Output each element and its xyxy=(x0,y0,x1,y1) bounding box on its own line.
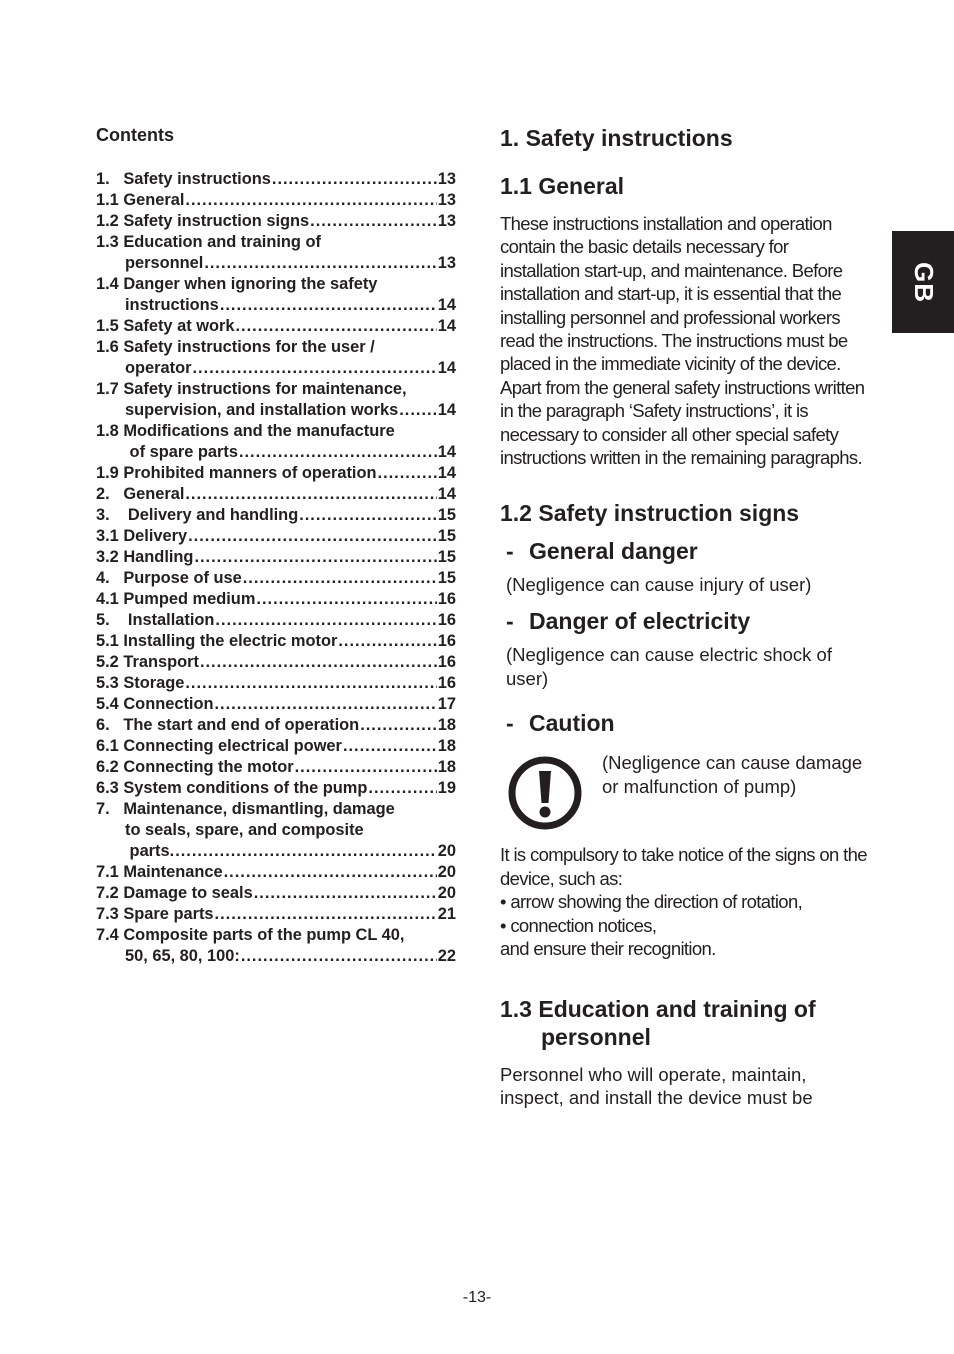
sign-electricity-label: Danger of electricity xyxy=(529,608,751,635)
toc-entry xyxy=(96,568,456,589)
toc-entry xyxy=(96,652,456,673)
toc-entry-title: of spare parts xyxy=(125,443,238,461)
exclamation-circle-icon xyxy=(506,753,584,833)
toc-leader-dots xyxy=(235,316,436,337)
toc-entry-title: 1.8 Modifications and the manufacture xyxy=(96,422,395,440)
toc-leader-dots xyxy=(220,295,437,316)
toc-entry xyxy=(96,904,456,925)
toc-entry-title: 7.1 Maintenance xyxy=(96,863,223,881)
toc-entry xyxy=(96,274,456,316)
main-column xyxy=(500,124,870,1109)
toc-entry-title: 1. Safety instructions xyxy=(96,170,271,188)
sign-general-danger-label: General danger xyxy=(529,538,698,565)
page-number: -13- xyxy=(462,1289,492,1306)
toc-leader-dots xyxy=(360,715,437,736)
toc-entry-title: 6. The start and end of operation xyxy=(96,716,360,734)
sign-caution: - Caution xyxy=(506,710,615,737)
toc-entry-title: 4. Purpose of use xyxy=(96,569,242,587)
toc-leader-dots xyxy=(338,631,436,652)
toc-entry-page: 15 xyxy=(437,527,456,545)
toc-leader-dots xyxy=(192,358,436,379)
sign-electricity-note: (Negligence can cause electric shock of user) xyxy=(506,644,832,690)
toc-entry-title: 5.1 Installing the electric motor xyxy=(96,632,338,650)
toc-entry xyxy=(96,421,456,463)
training-paragraph: Personnel who will operate, maintain, inspect, and install the device must be xyxy=(500,1063,813,1108)
toc-entry-title: 7.4 Composite parts of the pump CL 40, xyxy=(96,926,405,944)
toc-entry-page: 13 xyxy=(437,254,456,272)
toc-entry-title: 6.1 Connecting electrical power xyxy=(96,737,342,755)
toc-entry-page: 15 xyxy=(437,569,456,587)
sign-caution-note: (Negligence can cause damage or malfunction of pump) xyxy=(602,752,863,798)
toc-entry-title: personnel xyxy=(125,254,204,272)
training-heading: 1.3 Education and training of personnel xyxy=(500,995,816,1050)
toc-entry xyxy=(96,778,456,799)
toc-entry-title: 6.3 System conditions of the pump xyxy=(96,779,368,797)
toc-entry-page: 21 xyxy=(437,905,456,923)
toc-entry-title: 6.2 Connecting the motor xyxy=(96,758,294,776)
toc-leader-dots xyxy=(256,589,436,610)
toc-entry xyxy=(96,379,456,421)
signs-notice: It is compulsory to take notice of the signs on the device, such as: • arrow showing the direction of rotation, • connection notices, and ensure their recognition. xyxy=(500,844,867,960)
toc-entry-page: 16 xyxy=(437,674,456,692)
toc-entry-page: 16 xyxy=(437,590,456,608)
toc-entry-title: 3.1 Delivery xyxy=(96,527,188,545)
toc-entry-page: 18 xyxy=(437,758,456,776)
toc-entry xyxy=(96,169,456,190)
toc-entry xyxy=(96,862,456,883)
caution-row xyxy=(500,751,870,833)
toc-entry-title: 1.9 Prohibited manners of operation xyxy=(96,464,377,482)
toc-list xyxy=(96,169,456,967)
toc-entry-title: 1.3 Education and training of xyxy=(96,233,321,251)
toc-entry xyxy=(96,736,456,757)
toc-entry-page: 16 xyxy=(437,653,456,671)
toc-entry-title: to seals, spare, and composite xyxy=(125,821,364,839)
toc-entry xyxy=(96,673,456,694)
toc-entry-page: 16 xyxy=(437,611,456,629)
toc-entry-page: 14 xyxy=(437,485,456,503)
toc-entry-page: 14 xyxy=(437,359,456,377)
toc-entry xyxy=(96,631,456,652)
general-heading: 1.1 General xyxy=(500,173,625,199)
toc-leader-dots xyxy=(185,484,436,505)
sign-caution-label: Caution xyxy=(529,710,615,737)
toc-entry-page: 13 xyxy=(437,170,456,188)
toc-entry-title: 3.2 Handling xyxy=(96,548,194,566)
section-title: 1. Safety instructions xyxy=(500,125,733,151)
language-tab xyxy=(892,231,954,333)
toc-entry-page: 15 xyxy=(437,548,456,566)
language-tab-label: GB xyxy=(908,261,939,303)
toc-entry-title: 5.2 Transport xyxy=(96,653,199,671)
toc-entry-title: 1.2 Safety instruction signs xyxy=(96,212,310,230)
toc-entry xyxy=(96,484,456,505)
toc-entry xyxy=(96,463,456,484)
toc-entry-page: 20 xyxy=(437,863,456,881)
toc-entry xyxy=(96,589,456,610)
toc-entry-page: 19 xyxy=(437,779,456,797)
toc-entry-title: supervision, and installation works xyxy=(125,401,399,419)
toc-entry-title: 5.4 Connection xyxy=(96,695,214,713)
toc-entry-title: 1.1 General xyxy=(96,191,185,209)
toc-entry-title: parts. xyxy=(125,842,175,860)
toc-entry-page: 14 xyxy=(437,296,456,314)
toc-leader-dots xyxy=(254,883,437,904)
contents-heading: Contents xyxy=(96,125,174,145)
toc-entry-title: 7. Maintenance, dismantling, damage xyxy=(96,800,395,818)
toc-leader-dots xyxy=(378,463,437,484)
toc-leader-dots xyxy=(188,526,437,547)
toc-entry-page: 20 xyxy=(437,884,456,902)
toc-entry-page: 17 xyxy=(437,695,456,713)
toc-entry xyxy=(96,799,456,862)
toc-entry-title: 1.7 Safety instructions for maintenance, xyxy=(96,380,407,398)
toc-leader-dots xyxy=(239,442,437,463)
toc-entry xyxy=(96,694,456,715)
toc-leader-dots xyxy=(241,946,437,967)
toc-entry xyxy=(96,715,456,736)
toc-entry-page: 13 xyxy=(437,191,456,209)
toc-leader-dots xyxy=(215,904,437,925)
signs-heading: 1.2 Safety instruction signs xyxy=(500,500,800,527)
toc-entry-page: 18 xyxy=(437,737,456,755)
toc-entry xyxy=(96,610,456,631)
toc-entry-page: 16 xyxy=(437,632,456,650)
toc-entry-page: 14 xyxy=(437,464,456,482)
toc-entry-title: 3. Delivery and handling xyxy=(96,506,299,524)
toc-entry-title: 5. Installation xyxy=(96,611,215,629)
toc-entry-title: operator xyxy=(125,359,192,377)
toc-leader-dots xyxy=(175,841,437,862)
toc-entry-page: 18 xyxy=(437,716,456,734)
toc-leader-dots xyxy=(185,190,436,211)
toc-entry-title: 1.4 Danger when ignoring the safety xyxy=(96,275,378,293)
toc-entry xyxy=(96,757,456,778)
toc-entry-title: instructions xyxy=(125,296,219,314)
toc-leader-dots xyxy=(204,253,436,274)
toc-leader-dots xyxy=(310,211,437,232)
toc-entry-page: 15 xyxy=(437,506,456,524)
toc-leader-dots xyxy=(194,547,436,568)
toc-entry-title: 1.5 Safety at work xyxy=(96,317,235,335)
toc-entry-title: 2. General xyxy=(96,485,185,503)
toc-entry-title: 7.3 Spare parts xyxy=(96,905,214,923)
toc-entry xyxy=(96,505,456,526)
toc-entry-page: 13 xyxy=(437,212,456,230)
sign-general-danger-note: (Negligence can cause injury of user) xyxy=(506,574,812,596)
toc-entry xyxy=(96,883,456,904)
toc-leader-dots xyxy=(295,757,437,778)
toc-entry-page: 14 xyxy=(437,443,456,461)
toc-entry-title: 50, 65, 80, 100: xyxy=(125,947,240,965)
table-of-contents xyxy=(96,124,456,967)
toc-leader-dots xyxy=(215,610,436,631)
toc-entry-page: 20 xyxy=(437,842,456,860)
toc-leader-dots xyxy=(399,400,437,421)
toc-leader-dots xyxy=(214,694,436,715)
toc-entry xyxy=(96,316,456,337)
toc-entry xyxy=(96,925,456,967)
toc-leader-dots xyxy=(272,169,437,190)
toc-entry-title: 1.6 Safety instructions for the user / xyxy=(96,338,375,356)
toc-entry-title: 7.2 Damage to seals xyxy=(96,884,253,902)
toc-leader-dots xyxy=(243,568,437,589)
toc-entry xyxy=(96,190,456,211)
general-paragraph: These instructions installation and operation contain the basic details necessary for installation start-up, and maintenance. Before installation and start-up, it is essential that the installing personnel and professional workers read the instructions. The instructions must be placed in the immediate vicinity of the device. Apart from the general safety instructions written in the paragraph ‘Safety instructions’, it is necessary to consider all other special safety instructions written in the remaining paragraphs. xyxy=(500,213,865,469)
toc-entry-page: 22 xyxy=(437,947,456,965)
toc-leader-dots xyxy=(368,778,436,799)
toc-entry-title: 5.3 Storage xyxy=(96,674,185,692)
toc-leader-dots xyxy=(299,505,437,526)
toc-leader-dots xyxy=(185,673,436,694)
sign-electricity: - Danger of electricity xyxy=(506,608,751,635)
toc-leader-dots xyxy=(200,652,437,673)
toc-entry xyxy=(96,526,456,547)
toc-leader-dots xyxy=(224,862,437,883)
toc-leader-dots xyxy=(343,736,437,757)
toc-entry-page: 14 xyxy=(437,317,456,335)
toc-entry-title: 4.1 Pumped medium xyxy=(96,590,256,608)
sign-general-danger: - General danger xyxy=(506,538,698,565)
toc-entry xyxy=(96,547,456,568)
toc-entry xyxy=(96,211,456,232)
toc-entry-page: 14 xyxy=(437,401,456,419)
toc-entry xyxy=(96,232,456,274)
toc-entry xyxy=(96,337,456,379)
